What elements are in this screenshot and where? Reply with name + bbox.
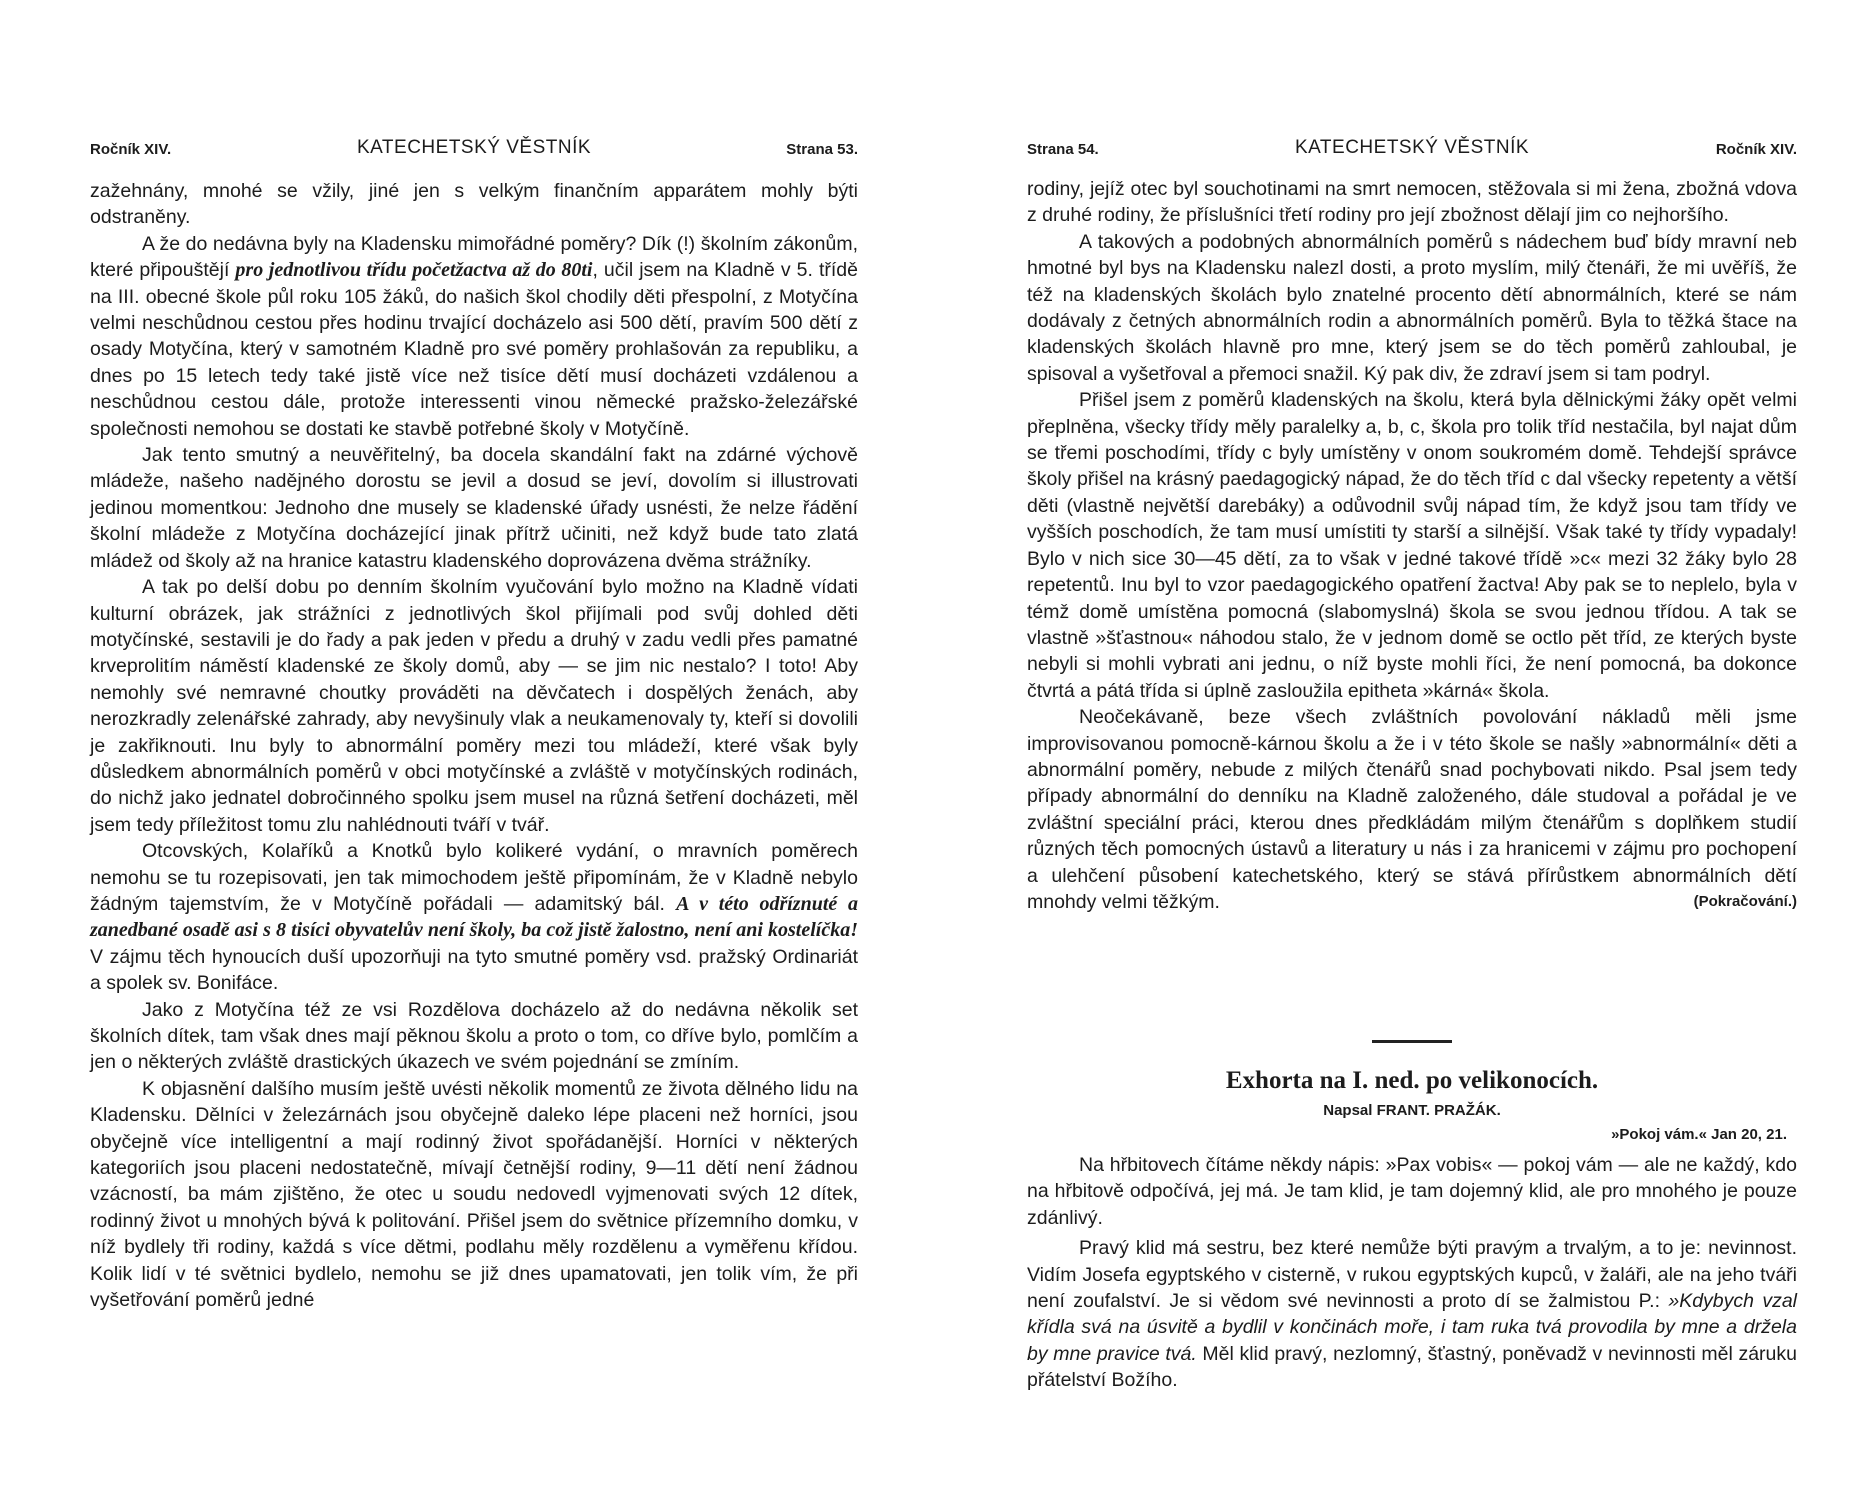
- paragraph: [1027, 387, 1797, 704]
- paragraph: [90, 574, 858, 838]
- paragraph-text: rodiny, jejíž otec byl souchotinami na smrt nemocen, stěžovala si mi žena, zbožná vdova z druhé rodiny, že příslušníci třetí rodiny pro její zbožnost dělají jim co nejhoršího.: [1027, 178, 1797, 227]
- paragraph-text: A takových a podobných abnormálních poměrů s nádechem buď bídy mravní neb hmotné byl bys na Kladensku nalezl dosti, a proto myslím, milý čtenáři, že mi uvěříš, že též na kladenských školách bylo znatelné procento dětí abnormálních, které se nám dodávaly z četných abnormálních rodin a abnormálních poměrů. Byla to těžká štace na kladenských školách hlavně pro mne, který jsem se do těch poměrů zahloubal, je spisoval a vyšetřoval a přemoci snažil. Ký pak div, že zdraví jsem si tam podryl.: [1027, 230, 1797, 385]
- journal-title: KATECHETSKÝ VĚSTNÍK: [1294, 137, 1530, 158]
- paragraph-text: Jako z Motyčína též ze vsi Rozdělova docházelo až do nedávna několik set školních dítek, tam však dnes mají pěknou školu a proto o tom, co dříve bylo, pomlčím a jen o některých zvláště drastických úkazech ve svém pojednání se zmíním.: [90, 998, 858, 1074]
- emphasis-text: A v této odříznuté a zanedbané osadě asi s 8 tisíci obyvatelův není školy, ba což jistě žalostno, není ani kostelíčka!: [90, 892, 859, 942]
- paragraph-text: Přišel jsem z poměrů kladenských na školu, která byla dělnickými žáky opět velmi přeplněna, všecky třídy měly paralelky a, b, c, škola pro tolik tříd nestačila, byl najat dům se třemi poschodími, třídy c byly umístěny v onom soukromém domě. Tehdejší správce školy přišel na krásný paedagogický nápad, že do těch tříd c dal všecky repetenty a větší děti (vlastně největší darebáky) a odůvodnil svůj nápad tím, že když jsou tam třídy ve vyšších poschodích, že tam musí umístiti ty starší a silnější. Však také ty třídy vypadaly! Bylo v nich sice 30—45 dětí, za to však v jedné takové třídě »c« mezi 32 žáky bylo 28 repetentů. Inu byl to vzor paedagogického opatření žactva! Aby pak se to neplelo, byla v témž domě umístěna pomocná (slabomyslná) škola se svou jednou třídou. A tak se vlastně »šťastnou« náhodou stalo, že v jednom domě se octlo pět tříd, ze kterých byste nebyli si mohli vybrati ani jednu, o níž byste mohli říci, že není pomocná, ba dokonce čtvrtá a pátá třída si úplně zasloužila epitheta »kárná« škola.: [1027, 389, 1797, 702]
- paragraph-text: Na hřbitovech čítáme někdy nápis: »Pax vobis« — pokoj vám — ale ne každý, kdo na hřbitově odpočívá, jej má. Je tam klid, je tam dojemný klid, ale pro mnohého je pouze zdánlivý.: [1027, 1154, 1797, 1229]
- section-divider: [1372, 1040, 1452, 1043]
- paragraph-text: zažehnány, mnohé se vžily, jiné jen s velkým finančním apparátem mohly býti odstraněny.: [90, 180, 858, 229]
- paragraph: [90, 838, 858, 996]
- right-page: [1027, 0, 1797, 1500]
- paragraph-text: V zájmu těch hynoucích duší upozorňuji na tyto smutné poměry vsd. pražský Ordinariát a spolek sv. Bonifáce.: [90, 945, 858, 995]
- paragraph: [90, 178, 858, 231]
- paragraph-text: Jak tento smutný a neuvěřitelný, ba docela skandální fakt na zdárné výchově mládeže, našeho nadějného dorostu se jevil a dosud se jeví, dovolím si illustrovati jedinou momentkou: Jednoho dne musely se kladenské úřady usnésti, že nelze řádění školní mládeže z Motyčína docházející jinak přítrž učiniti, než když bude tato zlatá mládež od školy až na hranice katastru kladenského doprovázena dvěma strážníky.: [90, 444, 858, 572]
- running-head: [90, 137, 858, 163]
- paragraph-text: Neočekávaně, beze všech zvláštních povolování nákladů měli jsme improvisovanou pomocně-kárnou školu a že i v této škole se našly »abnormální« děti a abnormální poměry, nebude z milých čtenářů snad pochybovati nikdo. Psal jsem tedy případy abnormální do denníku na Kladně založeného, dále studoval a pořádal je ve zvláštní speciální práci, kterou dnes předkládám milým čtenářům s doplňkem studií různých těch pomocných ústavů a literatury u nás i za hranicemi v zájmu pro pochopení a ulehčení působení katechetského, který se stává přírůstkem abnormálních dětí mnohdy velmi těžkým.: [1027, 706, 1797, 913]
- journal-title: KATECHETSKÝ VĚSTNÍK: [356, 137, 592, 158]
- paragraph-text: K objasnění dalšího musím ještě uvésti několik momentů ze života dělného lidu na Kladensku. Dělníci v železárnách jsou obyčejně daleko lépe placeni než horníci, jsou obyčejně více intelligentní a mají rodinný život spořádanější. Horníci v některých kategoriích jsou placeni nedostatečně, mívají četnější rodiny, 9—11 dětí není žádnou vzácností, ba mám zjištěno, že otec u soudu nedovedl vyjmenovati svých 12 dítek, rodinný život u mnohých bývá k politování. Přišel jsem do světnice přízemního domku, v níž bydlely tři rodiny, každá s více dětmi, podlahu měly rozdělenu a vyměřenu křídou. Kolik lidí v té světnici bydlelo, nemohu se již dnes upamatovati, jen tolik vím, že při vyšetřování poměrů jedné: [90, 1077, 858, 1312]
- volume-label: Ročník XIV.: [1715, 141, 1797, 158]
- article-title: Exhorta na I. ned. po velikonocích.: [1225, 1067, 1599, 1094]
- paragraph: [1027, 1152, 1797, 1231]
- paragraph: [1027, 176, 1797, 229]
- article-text: [1027, 1152, 1797, 1398]
- emphasis-text: pro jednotlivou třídu početžactva až do 80ti: [235, 259, 593, 282]
- paragraph-text: Měl klid pravý, nezlomný, šťastný, poněvadž v nevinnosti měl záruku přátelství Božího.: [1027, 1342, 1797, 1392]
- paragraph-text: , učil jsem na Kladně v 5. třídě na III. obecné škole půl roku 105 žáků, do našich škol chodily děti přespolní, z Motyčína velmi neschůdnou cestou přes hodinu trvající docházelo asi 500 dětí, pravím 500 dětí z osady Motyčína, který v samotném Kladně pro své poměry prohlašován za republiku, a dnes po 15 letech tedy také jistě více než tisíce dětí musí docházeti vzdálenou a neschůdnou cestou dále, protože interessenti vinou německé pražsko-železářské společnosti nemohou se dostati ke stavbě potřebné školy v Motyčíně.: [90, 259, 858, 440]
- paragraph-text: A tak po delší dobu po denním školním vyučování bylo možno na Kladně vídati kulturní obrázek, jak strážníci z jednotlivých škol přijímali pod svůj dohled děti motyčínské, sestavili je do řady a pak jeden v předu a druhý v zadu vedli přes pamatné krveprolitím náměstí kladenské ze školy domů, aby — se jim nic nestalo? I toto! Aby nemohly své nemravné choutky prováděti na děvčatech i dospělých ženách, aby nerozkradly zelenářské zahrady, aby nevyšinuly vlak a neukamenovaly ty, kteří si dovolili je zakřiknouti. Inu byly to abnormální poměry mezi tou mládeží, které však byly důsledkem abnormálních poměrů v obci motyčínské a zvláště v motyčínských rodinách, do nichž jako jednatel dobročinného spolku jsem musel na různá šetření docházeti, měl jsem tedy příležitost tomu zlu nahlédnouti tváří v tvář.: [90, 576, 858, 836]
- paragraph: [1027, 1235, 1797, 1393]
- emphasis-text: »Kdybych vzal křídla svá na úsvitě a bydlil v končinách moře, i tam ruka tvá provodila by mne a držela by mne pravice tvá.: [1027, 1290, 1797, 1365]
- running-head: [1027, 137, 1797, 163]
- continuation-note: (Pokračování.): [1693, 893, 1797, 911]
- paragraph: [1027, 704, 1797, 915]
- body-text: [1027, 176, 1797, 915]
- left-page: [90, 0, 858, 1500]
- page-number: Strana 54.: [1027, 141, 1099, 158]
- paragraph: [90, 997, 858, 1076]
- body-text: [90, 178, 858, 1313]
- paragraph-text: Pravý klid má sestru, bez které nemůže býti pravým a trvalým, a to je: nevinnost. Vidím Josefa egyptského v cisterně, v rukou egyptských kupců, v žaláři, ale na jeho tváři není zoufalství. Je si vědom své nevinnosti a proto dí se žalmistou P.:: [1027, 1237, 1797, 1313]
- article-epigraph: »Pokoj vám.« Jan 20, 21.: [1611, 1126, 1787, 1143]
- volume-label: Ročník XIV.: [90, 141, 172, 158]
- paragraph: [90, 231, 858, 442]
- paragraph-text: A že do nedávna byly na Kladensku mimořádné poměry? Dík (!) školním zákonům, které připouštějí: [90, 232, 858, 282]
- article-byline: Napsal FRANT. PRAŽÁK.: [1323, 1102, 1501, 1119]
- paragraph: [90, 1076, 858, 1314]
- paragraph: [90, 442, 858, 574]
- paragraph-text: Otcovských, Kolaříků a Knotků bylo kolikeré vydání, o mravních poměrech nemohu se tu rozepisovati, jen tak mimochodem ještě připomínám, že v Kladně nebylo žádným tajemstvím, že v Motyčíně pořádali — adamitský bál.: [90, 840, 858, 915]
- page-number: Strana 53.: [786, 141, 858, 158]
- paragraph: [1027, 229, 1797, 387]
